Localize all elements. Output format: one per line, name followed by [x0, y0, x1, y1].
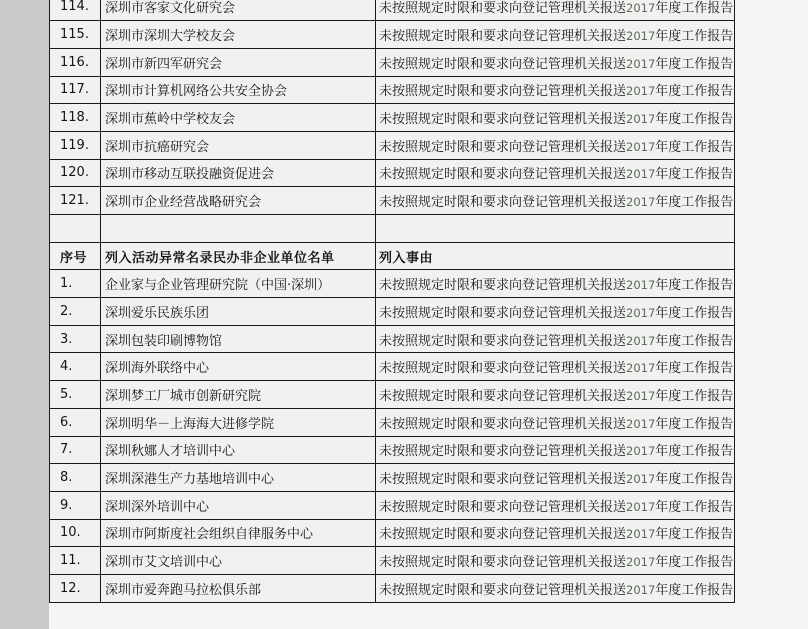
org-name: 企业家与企业管理研究院（中国·深圳）: [101, 270, 376, 298]
reason-year: 2017: [626, 472, 656, 487]
listing-reason: [376, 574, 735, 602]
reason-text-prefix: 未按照规定时限和要求向登记管理机关报送: [379, 195, 627, 211]
reason-text-prefix: 未按照规定时限和要求向登记管理机关报送: [379, 527, 627, 543]
org-name: 深圳市移动互联投融资促进会: [101, 159, 376, 187]
reason-text-prefix: 未按照规定时限和要求向登记管理机关报送: [379, 444, 627, 460]
reason-text-suffix: 年度工作报告: [655, 278, 734, 294]
row-number: 1.: [50, 270, 101, 298]
org-name: 深圳秋娜人才培训中心: [101, 436, 376, 464]
org-name: 深圳包装印刷博物馆: [101, 325, 376, 353]
table-header-row: [50, 242, 735, 270]
row-number: 4.: [50, 353, 101, 381]
reason-text-suffix: 年度工作报告: [655, 499, 734, 515]
table-row: [50, 353, 735, 381]
row-number: 117.: [50, 76, 101, 104]
abnormal-directory-table: [49, 0, 735, 603]
reason-text-prefix: 未按照规定时限和要求向登记管理机关报送: [379, 361, 627, 377]
row-number: 121.: [50, 187, 101, 215]
row-number: 12.: [50, 574, 101, 602]
table-row: [50, 159, 735, 187]
listing-reason: [376, 436, 735, 464]
org-name: 深圳海外联络中心: [101, 353, 376, 381]
listing-reason: [376, 187, 735, 215]
reason-text-suffix: 年度工作报告: [655, 444, 734, 460]
table-row: [50, 104, 735, 132]
reason-text-suffix: 年度工作报告: [655, 1, 734, 17]
row-number: 8.: [50, 464, 101, 492]
listing-reason: [376, 270, 735, 298]
reason-text-suffix: 年度工作报告: [655, 333, 734, 349]
listing-reason: [376, 491, 735, 519]
listing-reason: [376, 298, 735, 326]
org-name: 深圳市计算机网络公共安全协会: [101, 76, 376, 104]
reason-year: 2017: [626, 167, 656, 182]
upper-table-rows: [50, 0, 735, 215]
column-header-no: 序号: [50, 242, 101, 270]
reason-text-prefix: 未按照规定时限和要求向登记管理机关报送: [379, 388, 627, 404]
row-number: 2.: [50, 298, 101, 326]
org-name: 深圳市蕉岭中学校友会: [101, 104, 376, 132]
org-name: 深圳市企业经营战略研究会: [101, 187, 376, 215]
reason-text-prefix: 未按照规定时限和要求向登记管理机关报送: [379, 305, 627, 321]
table-row: [50, 519, 735, 547]
listing-reason: [376, 353, 735, 381]
table-row: [50, 464, 735, 492]
reason-year: 2017: [626, 361, 656, 376]
org-name: 深圳爱乐民族乐团: [101, 298, 376, 326]
row-number: 118.: [50, 104, 101, 132]
reason-text-prefix: 未按照规定时限和要求向登记管理机关报送: [379, 29, 627, 45]
table-row: [50, 298, 735, 326]
reason-text-suffix: 年度工作报告: [655, 112, 734, 128]
reason-year: 2017: [626, 139, 656, 154]
listing-reason: [376, 48, 735, 76]
table-row: [50, 408, 735, 436]
table-row: [50, 574, 735, 602]
table-row: [50, 48, 735, 76]
table-row: [50, 76, 735, 104]
reason-text-suffix: 年度工作报告: [655, 305, 734, 321]
row-number: 115.: [50, 21, 101, 49]
reason-text-prefix: 未按照规定时限和要求向登记管理机关报送: [379, 499, 627, 515]
table-row: [50, 381, 735, 409]
row-number: 3.: [50, 325, 101, 353]
listing-reason: [376, 21, 735, 49]
table-row: [50, 131, 735, 159]
reason-year: 2017: [626, 555, 656, 570]
row-number: 7.: [50, 436, 101, 464]
table-row: [50, 436, 735, 464]
reason-text-suffix: 年度工作报告: [655, 416, 734, 432]
org-name: 深圳市爱奔跑马拉松俱乐部: [101, 574, 376, 602]
reason-year: 2017: [626, 29, 656, 44]
listing-reason: [376, 519, 735, 547]
org-name: 深圳市阿斯度社会组织自律服务中心: [101, 519, 376, 547]
reason-text-prefix: 未按照规定时限和要求向登记管理机关报送: [379, 278, 627, 294]
org-name: 深圳深港生产力基地培训中心: [101, 464, 376, 492]
reason-text-prefix: 未按照规定时限和要求向登记管理机关报送: [379, 333, 627, 349]
reason-text-suffix: 年度工作报告: [655, 29, 734, 45]
reason-text-prefix: 未按照规定时限和要求向登记管理机关报送: [379, 416, 627, 432]
spacer-row: [50, 215, 735, 243]
row-number: 116.: [50, 48, 101, 76]
table-row: [50, 491, 735, 519]
column-header-reason: 列入事由: [376, 242, 735, 270]
listing-reason: [376, 131, 735, 159]
reason-text-suffix: 年度工作报告: [655, 527, 734, 543]
reason-text-suffix: 年度工作报告: [655, 582, 734, 598]
org-name: 深圳市抗癌研究会: [101, 131, 376, 159]
org-name: 深圳梦工厂城市创新研究院: [101, 381, 376, 409]
reason-text-suffix: 年度工作报告: [655, 84, 734, 100]
org-name: 深圳市艾文培训中心: [101, 547, 376, 575]
reason-text-suffix: 年度工作报告: [655, 388, 734, 404]
reason-text-suffix: 年度工作报告: [655, 139, 734, 155]
page-left-margin: [0, 0, 49, 629]
reason-year: 2017: [626, 278, 656, 293]
reason-year: 2017: [626, 333, 656, 348]
row-number: 119.: [50, 131, 101, 159]
reason-year: 2017: [626, 416, 656, 431]
table-row: [50, 325, 735, 353]
reason-year: 2017: [626, 388, 656, 403]
org-name: 深圳市深圳大学校友会: [101, 21, 376, 49]
spacer-cell: [101, 215, 376, 243]
reason-text-prefix: 未按照规定时限和要求向登记管理机关报送: [379, 582, 627, 598]
reason-text-prefix: 未按照规定时限和要求向登记管理机关报送: [379, 472, 627, 488]
listing-reason: [376, 547, 735, 575]
row-number: 11.: [50, 547, 101, 575]
reason-text-prefix: 未按照规定时限和要求向登记管理机关报送: [379, 112, 627, 128]
lower-table-rows: [50, 270, 735, 602]
spacer-cell: [50, 215, 101, 243]
reason-text-suffix: 年度工作报告: [655, 472, 734, 488]
reason-year: 2017: [626, 56, 656, 71]
org-name: 深圳市客家文化研究会: [101, 0, 376, 21]
row-number: 6.: [50, 408, 101, 436]
reason-year: 2017: [626, 444, 656, 459]
org-name: 深圳深外培训中心: [101, 491, 376, 519]
reason-year: 2017: [626, 305, 656, 320]
listing-reason: [376, 159, 735, 187]
reason-year: 2017: [626, 527, 656, 542]
spacer-cell: [376, 215, 735, 243]
reason-year: 2017: [626, 1, 656, 16]
column-header-name: 列入活动异常名录民办非企业单位名单: [101, 242, 376, 270]
reason-year: 2017: [626, 499, 656, 514]
listing-reason: [376, 0, 735, 21]
section-divider: [50, 215, 735, 270]
listing-reason: [376, 381, 735, 409]
row-number: 10.: [50, 519, 101, 547]
table-row: [50, 21, 735, 49]
table-row: [50, 547, 735, 575]
reason-year: 2017: [626, 112, 656, 127]
row-number: 5.: [50, 381, 101, 409]
listing-reason: [376, 464, 735, 492]
reason-text-suffix: 年度工作报告: [655, 56, 734, 72]
row-number: 114.: [50, 0, 101, 21]
listing-reason: [376, 408, 735, 436]
reason-text-prefix: 未按照规定时限和要求向登记管理机关报送: [379, 139, 627, 155]
table-row: [50, 187, 735, 215]
reason-text-suffix: 年度工作报告: [655, 167, 734, 183]
org-name: 深圳市新四军研究会: [101, 48, 376, 76]
row-number: 120.: [50, 159, 101, 187]
reason-text-suffix: 年度工作报告: [655, 195, 734, 211]
reason-text-prefix: 未按照规定时限和要求向登记管理机关报送: [379, 555, 627, 571]
listing-reason: [376, 76, 735, 104]
reason-text-prefix: 未按照规定时限和要求向登记管理机关报送: [379, 84, 627, 100]
reason-year: 2017: [626, 582, 656, 597]
table-row: [50, 270, 735, 298]
reason-text-prefix: 未按照规定时限和要求向登记管理机关报送: [379, 167, 627, 183]
reason-text-prefix: 未按照规定时限和要求向登记管理机关报送: [379, 1, 627, 17]
listing-reason: [376, 104, 735, 132]
listing-reason: [376, 325, 735, 353]
reason-year: 2017: [626, 195, 656, 210]
reason-year: 2017: [626, 84, 656, 99]
row-number: 9.: [50, 491, 101, 519]
reason-text-prefix: 未按照规定时限和要求向登记管理机关报送: [379, 56, 627, 72]
reason-text-suffix: 年度工作报告: [655, 555, 734, 571]
org-name: 深圳明华－上海海大进修学院: [101, 408, 376, 436]
table-row: [50, 0, 735, 21]
reason-text-suffix: 年度工作报告: [655, 361, 734, 377]
